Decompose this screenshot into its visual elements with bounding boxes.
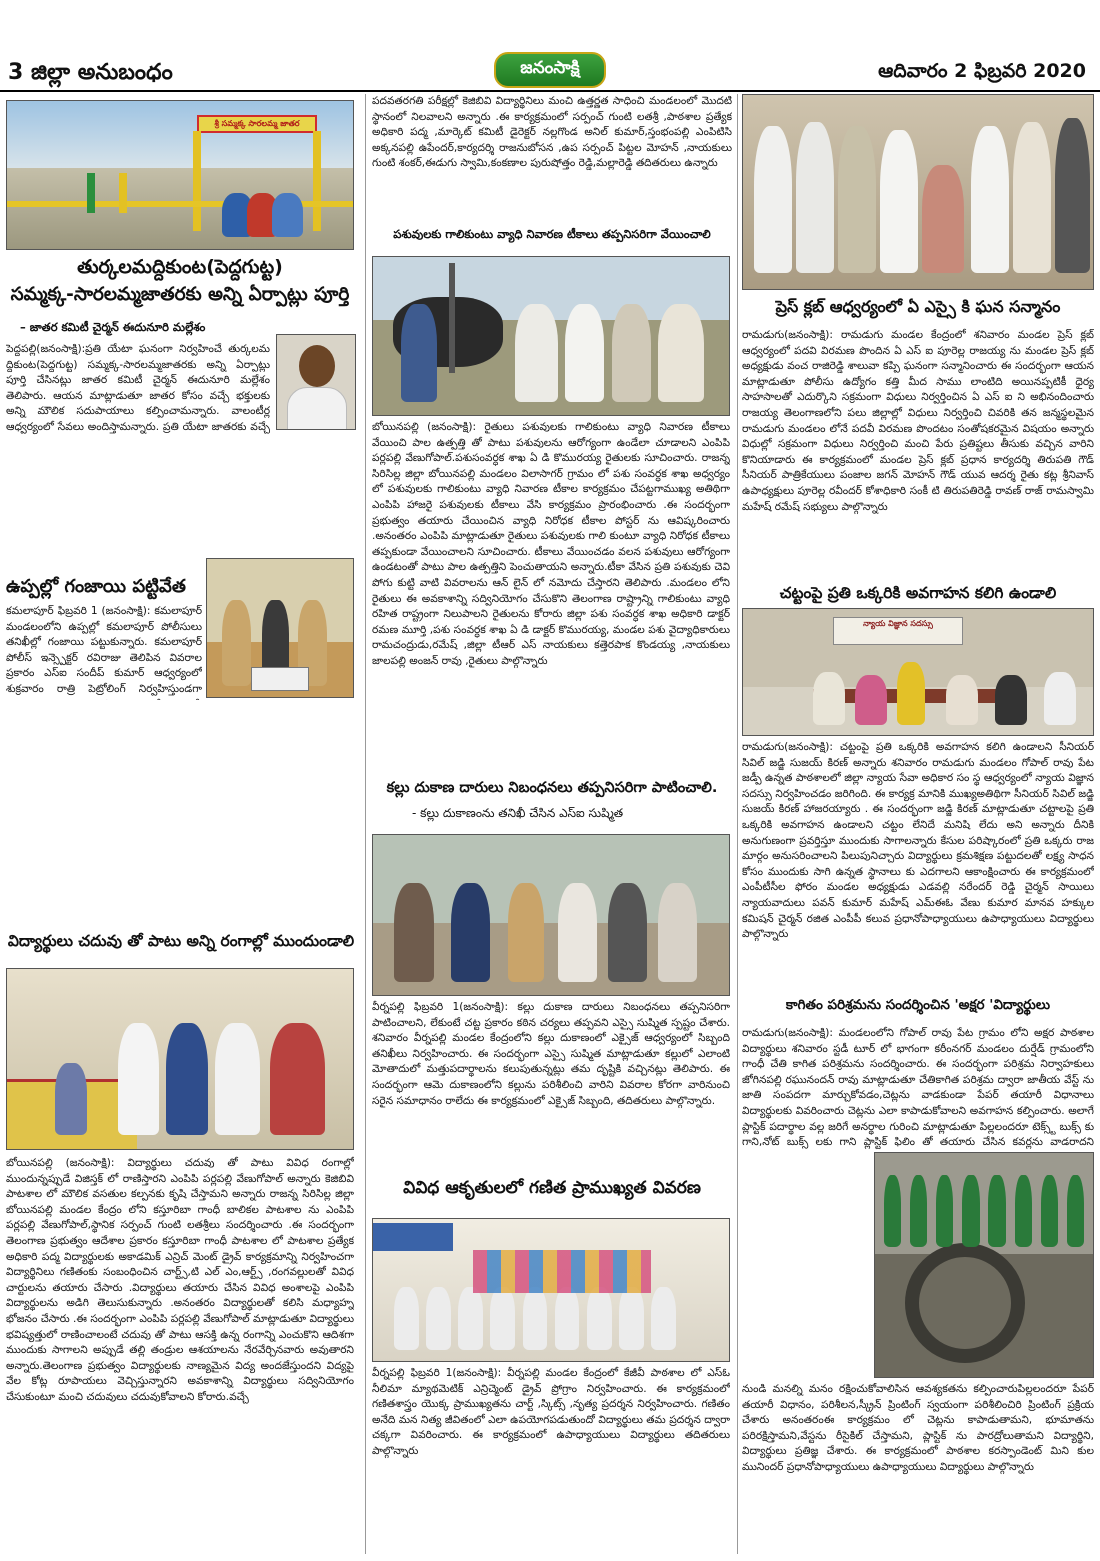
story2-body-b [6,700,354,928]
story9-headline: కాగితం పరిశ్రమను సందర్శించిన 'అక్షర 'విద్యార్థులు [785,997,1051,1013]
story8-headline: చట్టంపై ప్రతి ఒక్కరికి అవగాహన కలిగి ఉండాలి [779,584,1057,602]
story6-headline: వివిధ ఆకృతులలో గణిత ప్రాముఖ్యత వివరణ [403,1178,701,1198]
story1-body-a: పెద్దపల్లి(జనంసాక్షి):ప్రతి యేటా ఘనంగా నిర్వహించే తుర్కలమ ద్దికుంట(పెద్దగుట్ట) సమ్మక్క-సారలమ్మజాతరకు అన్ని ఏర్పాట్లు పూర్తి చేసినట్లు జాతర కమిటీ చైర్మన్ ఈదునూరి మల్లేశం తెలిపారు. ఆయన మాట్లాడుతూ జాతర కోసం వచ్చే భక్తులకు అన్ని మౌలిక సదుపాయాలు కల్పించామన్నారు. వాలంటీర్ల ఆధ్వర్యంలో సేవలు అందిస్తామన్నారు. ప్రతి యేటా జాతరకు వచ్చే [6,343,270,433]
sadassu-banner: న్యాయ విజ్ఞాన సదస్సు [833,617,963,645]
vaccination-photo [372,256,730,416]
logo-text: జనంసాక్షి [520,58,580,78]
math-drive-photo [372,1218,730,1362]
jatara-banner: శ్రీ సమ్మక్క సారలమ్మ జాతర [197,115,317,133]
header-rule [0,90,1100,92]
newspaper-logo[interactable] [494,52,606,88]
story4-headline: పశువులకు గాలికుంటు వ్యాధి నివారణ టీకాలు తప్పనిసరిగా వేయించాలి [393,227,711,241]
story3-headline: విద్యార్థులు చదువు తో పాటు అన్ని రంగాల్లో ముందుండాలి [7,932,355,950]
issue-date: ఆదివారం 2 ఫిబ్రవరి 2020 [878,60,1086,82]
story9-body-c: నుండి మనల్ని మనం రక్షించుకోవాలిసిన ఆవశ్యకతను కల్పించారుపిల్లలందరూ పేపర్ తయారీ విధానం, పరిశీలన,స్క్రీన్ ప్రింటింగ్ స్వయంగా పరిశీలించిరి ప్రింటింగ్ ప్రక్రియ చేశారు అనంతరంఈ కార్యక్రమం లో చెట్లను కాపాడుతామని, భూమాతను పరిరక్షిస్తామని,వేస్టను రీసైకిల్ చేస్తామని, ప్లాస్టిక్ ను పారద్రోలుతామని విద్యార్థిని, విద్యార్థులు ప్రతిజ్ఞ చేశారు. ఈ కార్యక్రమంలో పాఠశాల కరస్పాండెంట్ మిని కుల మునిందర్ ప్రధానోపాధ్యాయులు ఉపాధ్యాయులు విద్యార్థులు పాల్గొన్నారు [742,1383,1094,1473]
story3-continuation: పదవతరగతి పరీక్షల్లో కెజిబివి విద్యార్థినిలు మంచి ఉత్తర్ణత సాధించి మండలంలో మొదటి స్థానంలో నిలవాలని అన్నారు .ఈ కార్యక్రమంలో సర్పంచ్ గుంటి లతశ్రీ ,పాఠశాల ప్రత్యేక అధికారి పద్మ ,మార్కెట్ కమిటీ డైరెక్టర్ నల్లగొండ అనిల్ కుమార్,స్తంభంపల్లి ఎంపిటిసి అక్కనపల్లి ఉపేందర్,కార్యదర్శి రాజనుబోసన ,ఉప సర్పంచ్ పిట్టల మోహన్ ,నాయకులు గుంటి శంకర్,ఈడుగు స్వామి,కంకణాల పురుషోత్తం రెడ్డి,మల్లారెడ్డి తదితరులు ఉన్నారు [372,95,732,170]
story4-body: బోయినపల్లి (జనంసాక్షి): రైతులు పశువులకు గాలికుంటు వ్యాధి నివారణ టీకాలు వేయించి పాల ఉత్పత్తి తో పాటు పశువులను ఆరోగ్యంగా ఉండేలా చూడాలని ఎంపిపి పర్లపల్లి వేణుగోపాల్.పశుసంవర్ధక శాఖ ఏ డి కొమురయ్య రైతులకు సూచించారు. రాజన్న సిరిసిల్ల జిల్లా బోయినపల్లి మండలం విలాసాగర్ గ్రామం లో పశు సంవర్ధక శాఖ అధ్వర్యం లో పశువులకు గాలికుంటు వ్యాధి నివారణ టీకాల కార్యక్రమం చేపట్టగాముఖ్య అతిథిగా ఎంపిపి హాజరై పశువులకు టీకాలు వేసి కార్యక్రమం ప్రారంభించారు .ఈ సందర్భంగా ప్రభుత్వం తయారు చేయించిన వ్యాధి నిరోధక టీకాల పోస్టర్ ను ఆవిష్కరించారు .అనంతరం ఎంపిపి మాట్లాడుతూ రైతులు పశువులకు గాలి కుంటూ వ్యాధి నిరోధక టీకాలు తప్పకుండా వేయించాలని సూచించారు. టీకాలు వేయించడం వలన పశువులు ఆరోగ్యంగా ఉండటంతో పాటు పాల ఉత్పత్తిని పెంచుతాయని అన్నారు.టీకా వేసిన ప్రతి పశువుకు చెవి పోగు కుట్టి వాటి వివరాలను ఆన్ లైన్ లో నమోదు చేస్తారని తెలిపారు .మండలం లోని రైతులు ఈ అవకాశాన్ని సద్వినియోగం చేసుకొని తెలంగాణ రాష్ట్రాన్ని గాలికుంటు వ్యాధి రహిత రాష్ట్రంగా నిలుపాలని రైతులను కోరారు జిల్లా పశు సంవర్ధక శాఖ అధికారి డాక్టర్ రమణ మూర్తి ,పశు సంవర్ధక శాఖ ఏ డి డాక్టర్ కొమురయ్య, మండల పశు వైద్యాధికారులు రామచంద్రుడు,రమేష్ ,జిల్లా టీఆర్ ఎస్ నాయకులు కత్తెరపాక కొండయ్య ,నాయకులు జాలపల్లి అంజన్ రావు ,రైతులు పాల్గొన్నారు [372,421,730,667]
press-club-felicitation-photo [742,94,1094,290]
story1-kicker: తుర్కలమద్దికుంట(పెద్దగుట్ట) [77,256,283,278]
story5-headline: కల్లు దుకాణ దారులు నిబంధనలు తప్పనిసరిగా పాటించాలి. [386,780,718,796]
story1-body-b [6,436,354,568]
story5-body: వీర్నపల్లి ఫిబ్రవరి 1(జనంసాక్షి): కల్లు దుకాణ దారులు నిబంధనలు తప్పనిసరిగా పాటించాలని, లేకుంటే చట్ట ప్రకారం కఠిన చర్యలు తప్పవని ఎస్సై సుష్మిత స్పష్టం చేశారు. శనివారం వీర్నపల్లి మండల కేంద్రంలోని కల్లు దుకాణంలో ఎక్సైజ్ ఆధ్వర్యంలో సిబ్బంది తనిఖీలు నిర్వహించారు. ఈ సందర్భంగా ఎస్సై సుష్మిత మాట్లాడుతూ కల్లులో ఎలాంటి మోతాదులో మత్తుపదార్థాలను కలుపుతున్నట్లు తమ దృష్టికి వచ్చినట్లు తెలిపారు. ఈ సందర్భంగా ఆమె దుకాణంలోని కల్లును పరిశీలించి వారిని వివరాల కోరగా వారినుంచి సరైన సమాధానం రాలేదు ఈ కార్యక్రమంలో ఎక్సైజ్ సిబ్బంది, తదితరులు పాల్గొన్నారు. [372,1001,730,1107]
kgbv-visit-photo [6,968,354,1150]
story2-headline: ఉప్పల్లో గంజాయి పట్టివేత [6,576,186,597]
story9-body-a: రామడుగు(జనంసాక్షి): మండలంలోని గోపాల్ రావు పేట గ్రామం లోని అక్షర పాఠశాల విద్యార్థులు శనివారం స్టడీ టూర్ లో భాగంగా కరీంనగర్ మండలం దుర్షేడ్ గ్రామంలోని గాంధీ చేతి కాగిత పరిశ్రమను సందర్శించారు. ఈ సందర్భంగా పరిశ్రమ నిర్వాహకులు జోగినపల్లి రఘునందన్ రావు మాట్లాడుతూ చేతికాగిత పరిశ్రమ ద్వారా జాతీయ వేస్ట్ ను జాతి సంపదగా మార్చుకోవడం,చెట్లను వాడకుండా పేపర్ తయారీ విధానాలు విద్యార్థులకు వివరించారు చెట్లను ఎలా కాపాడుకోవాలని అవగాహన కల్పించారు. అలాగే ప్లాస్టిక్ పదార్థాల వల్ల జరిగే అనర్థాల గురించి మాట్లాడుతూ పిల్లలందరూ టెక్స్ట్ బుక్స్ కు గాని,నోట్ బుక్స్ లకు గాని ప్లాస్టిక్ ఫిలిం తో తయారు చేసిన కవర్లను వాడరాదని [742,1027,1094,1149]
paper-factory-photo [874,1152,1094,1378]
legal-awareness-photo [742,608,1094,736]
story5-byline: - కల్లు దుకాణంను తనిఖీ చేసిన ఎస్ఐ సుష్మిత [412,806,624,820]
story1-headline: సమ్మక్క-సారలమ్మజాతరకు అన్ని ఏర్పాట్లు పూర్తి [10,284,350,305]
story1-byline: – జాతర కమిటీ చైర్మన్ ఈదునూరి మల్లేశం [20,320,206,334]
ganja-seizure-photo [206,558,354,698]
story9-body-b [742,1152,870,1378]
column-divider [365,94,366,1554]
story7-headline: ప్రెస్ క్లబ్ ఆధ్వర్యంలో ఏ ఎస్సై కి ఘన సన్మానం [775,297,1061,316]
toddy-shop-inspection-photo [372,834,730,996]
jatara-grounds-photo [6,100,354,250]
story3-body: బోయినపల్లి (జనంసాక్షి): విద్యార్థులు చదువు తో పాటు వివిధ రంగాల్లో ముందున్నప్పుడే విజిస్తక్ లో రాణిస్తారని ఎంపిపి పర్లపల్లి వేణుగోపాల్ అన్నారు కెజిబివి పాటశాల లో మౌలిక వసతుల కల్పనకు కృషి చేస్తామని అన్నారు రాజన్న సిరిసిల్ల జిల్లా బోయినపల్లి మండల కేంద్రం లోని కస్తూరిబా గాంధీ బాలికల పాటశాల ను ఎంపిపి పర్లపల్లి వేణుగోపాల్,స్థానిక సర్పంచ్ గుంటి లతశ్రీలు సందర్శించారు .ఈ సందర్భంగా తెలంగాణ ప్రభుత్వం ఆదేశాల ప్రకారం కస్తూరిబా గాంధీ పాటశాల లో పాటశాల ప్రత్యేక అధికారి పద్మ విద్యార్థులకు అకాడమిక్ ఎన్రిచ్ మెంట్ డ్రైవ్ కార్యక్రమాన్ని నిర్వహించగా విద్యార్థినిలు గణితంకు సంబంధించిన చార్ట్స్,టి ఎల్ ఎం,ఆర్ట్స్ ,రంగవల్లులతో వివిధ చార్టులను తయారు చేసారు .విద్యార్థులు తయారు చేసిన వివిధ అంశాలపై ఎంపిపి విద్యార్థులను అడిగి తెలుసుకున్నారు .అనంతరం విద్యార్థులతో కలిసి మధ్యాహ్న భోజనం చేసారు .ఈ సందర్భంగా ఎంపిపి పర్లపల్లి వేణుగోపాల్ మాట్లాడుతూ విద్యార్థులు భవిష్యత్తులో రాణించాలంటే చదువు తో పాటు ఆసక్తి ఉన్న రంగాన్ని ఎంచుకొని ఆదిశగా ముందుకు సాగాలని అప్పుడే తల్లి తండ్రుల ఆశయాలను నేరవేర్చినవారు అవుతారని అన్నారు.తెలంగాణ ప్రభుత్వం విద్యార్థులకు నాణ్యమైన విద్య అందజేస్తుందని విద్యపై వేల కోట్ల రూపాయలు వెచ్చిస్తున్నారని అవకాశాన్ని విద్యార్థులు సద్వినియోగం చేసుకుంటూ మంచి చదువులు చదువుకోవాలని కోరారు.వచ్చే [6,1157,354,1403]
story6-body: వీర్నపల్లి ఫిబ్రవరి 1(జనంసాక్షి): వీర్నపల్లి మండల కేంద్రంలో కేజీవీ పాఠశాల లో ఎస్ఓ నీలిమా మ్యాథమెటిక్ ఎన్రిచ్మెంట్ డ్రైవ్ ప్రోగ్రాం నిర్వహించారు. ఈ కార్యక్రమంలో గణితశాస్త్రం యొక్క ప్రాముఖ్యతను చార్ట్ ,స్కిట్స్ ,నృత్య ప్రదర్శన నిర్వహించారు. గణితం అనేది మన నిత్య జీవితంలో ఎలా ఉపయోగపడుతుందో విద్యార్థులు తమ ప్రదర్శన ద్వారా చక్కగా వివరించారు. ఈ కార్యక్రమంలో ఉపాధ్యాయులు విద్యార్థులు తదితరులు పాల్గొన్నారు [372,1367,730,1457]
story2-body-a: కమలాపూర్ ఫిబ్రవరి 1 (జనంసాక్షి): కమలాపూర్ మండలంలోని ఉప్పల్లో కమలాపూర్ పోలీసులు తనిఖీల్లో గంజాయి పట్టుకున్నారు. కమలాపూర్ పోలీస్ ఇన్స్పెక్టర్ రవిరాజు తెలిపిన వివరాల ప్రకారం ఎస్ఐ సందీప్ కుమార్ ఆధ్వర్యంలో శుక్రవారం రాత్రి పెట్రోలింగ్ నిర్వహిస్తుండగా [6,605,202,695]
story8-body: రామడుగు(జనంసాక్షి): చట్టంపై ప్రతి ఒక్కరికి అవగాహన కలిగి ఉండాలని సీనియర్ సివిల్ జడ్జి సుజయ్ కిరణ్ అన్నారు శనివారం రామడుగు మండలం గోపాల్ రావు పేట జడ్పీ ఉన్నత పాఠశాలలో జిల్లా న్యాయ సేవా అధికార సం స్థ ఆధ్వర్యంలో న్యాయ విజ్ఞాన సదస్సు నిర్వహించడం జరిగింది. ఈ కార్యక్ర మానికి ముఖ్యఅతిథిగా సీనియర్ సివిల్ జడ్జి సుజయ్ కిరణ్ హాజరయ్యారు . ఈ సందర్భంగా జడ్జి కిరణ్ మాట్లాడుతూ చట్టాలపై ప్రతి ఒక్కరికి అవగాహన ఉండాలని చట్టం లేనిదే మనిషి లేదు అని అన్నారు దీనికి అనుగుణంగా ప్రవర్తిస్తూ ముందుకు సాగాలన్నారు కేసుల పరిష్కారంలో ప్రతి ఒక్కరు రాజ మార్గం అనుసరించాలని పిలుపునిచ్చారు విద్యార్థులు క్రమశిక్షణ పట్టుదలతో లక్ష్య సాధన కోసం ముందుకు సాగి ఉన్నత స్థానాలు కు ఎదగాలని ఆకాంక్షించారు ఈ కార్యక్రమంలో ఎంపీటీసీల ఫోరం మండల అధ్యక్షుడు ఎడవల్లి నరేందర్ రెడ్డి చైర్మన్ సాయిలు న్యాయవాదులు పవన్ కుమార్ మహేష్ ఎమ్ఈఓ వేణు కుమార మానవ హక్కుల కమిషన్ చైర్మన్ రజిత ఎంపీపీ కలువ ప్రధానోపాధ్యాయులు ఉపాధ్యాయులు విద్యార్థులు పాల్గొన్నారు [742,741,1094,941]
column-divider [737,94,738,1554]
story7-body: రామడుగు(జనంసాక్షి): రామడుగు మండల కేంద్రంలో శనివారం మండల ప్రెస్ క్లబ్ ఆధ్వర్యంలో పదవి విరమణ పొందిన ఏ ఎస్ ఐ పూరెల్ల రాజయ్య ను మండల ప్రెస్ క్లబ్ అధ్యక్షుడు వంచ రాజిరెడ్డి శాలువా కప్పి ఘనంగా సన్మానించారు ఈ సందర్భంగా ఆయన మాట్లాడుతూ పోలీసు ఉద్యోగం కత్తి మీద సాము లాంటిది అయినప్పటికీ ధైర్య సాహసాలతో ఎదుర్కొని సక్రమంగా విధులు నిర్వర్తించిన ఏ ఎస్ ఐ ని అభినందించారు రాజయ్య తెలంగాణలోని పలు జిల్లాల్లో విధులు నిర్వర్తించి చివరికి తన జన్మస్థలమైన రామడుగు మండలం లోనే పదవీ విరమణ పొందటం సంతోషకరమైన విషయం అన్నారు విధుల్లో సక్రమంగా విధులు నిర్వర్తించి మంచి పేరు ప్రతిష్టలు తీసుకు వచ్చిన వారిని కొనియాడారు ఈ కార్యక్రమంలో మండల ప్రెస్ క్లబ్ ప్రధాన కార్యదర్శి తిరుపతి గౌడ్ సీనియర్ పాత్రికేయులు పంజాల జగన్ మోహన్ గౌడ్ యువ ఆదర్శ రైతు కట్ల శ్రీనివాస్ ఉపాధ్యక్షులు పూరెల్ల రవీందర్ కోశాధికారి సంకీ టి తిరుపతిరెడ్డి రావణ్ రాజ్ రామస్వామి మహేష్ రమేష్ సభ్యులు పాల్గొన్నారు [742,329,1094,513]
masthead [0,0,1100,92]
chairman-portrait [276,334,356,430]
page-label: 3 జిల్లా అనుబంధం [8,60,173,85]
